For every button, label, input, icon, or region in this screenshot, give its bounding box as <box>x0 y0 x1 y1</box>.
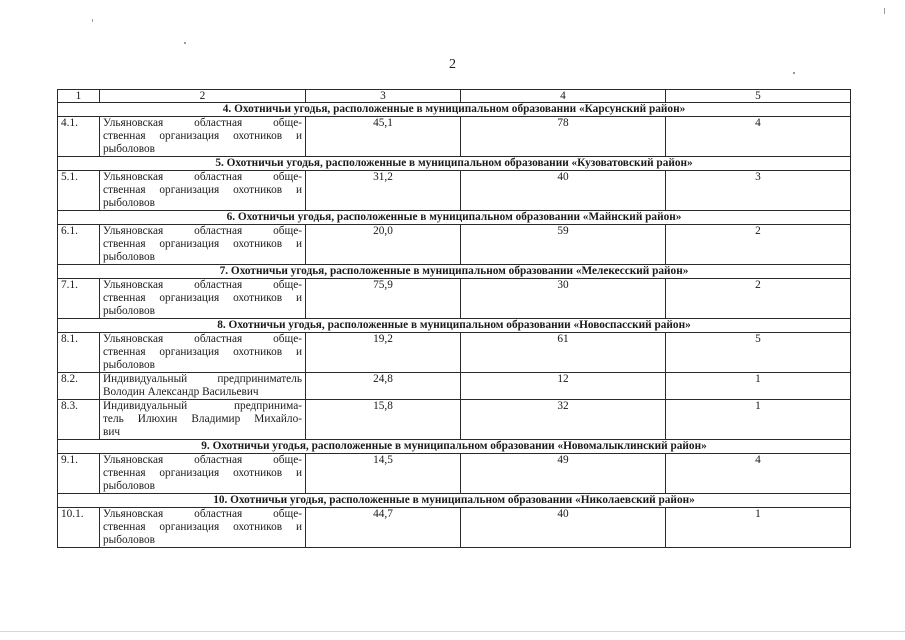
organization-cell <box>100 454 306 494</box>
organization-line: тель Илюхин Владимир Михайло- <box>103 413 302 425</box>
column-header: 3 <box>306 90 461 103</box>
table-row <box>58 400 851 440</box>
organization-line: ственная организация охотников и <box>103 238 302 250</box>
table-row <box>58 171 851 211</box>
value-cell-c5: 1 <box>666 400 851 440</box>
section-title: 9. Охотничьи угодья, расположенные в муниципальном образовании «Новомалыклинский район» <box>58 440 851 454</box>
organization-line: Володин Александр Васильевич <box>103 386 259 398</box>
organization-line: ственная организация охотников и <box>103 467 302 479</box>
value-cell-c3: 14,5 <box>306 454 461 494</box>
value-cell-c3: 45,1 <box>306 117 461 157</box>
table-row <box>58 454 851 494</box>
section-header-row <box>58 103 851 117</box>
row-number: 5.1. <box>58 171 100 211</box>
value-cell-c4: 49 <box>461 454 666 494</box>
section-header-row <box>58 157 851 171</box>
section-title: 4. Охотничьи угодья, расположенные в муниципальном образовании «Карсунский район» <box>58 103 851 117</box>
row-number: 9.1. <box>58 454 100 494</box>
organization-line: вич <box>103 426 121 438</box>
value-cell-c3: 75,9 <box>306 279 461 319</box>
organization-cell <box>100 508 306 548</box>
row-number: 7.1. <box>58 279 100 319</box>
row-number: 8.2. <box>58 373 100 400</box>
organization-cell <box>100 333 306 373</box>
value-cell-c3: 15,8 <box>306 400 461 440</box>
value-cell-c4: 30 <box>461 279 666 319</box>
organization-line: Ульяновская областная обще- <box>103 454 302 466</box>
row-number: 4.1. <box>58 117 100 157</box>
organization-line: ственная организация охотников и <box>103 292 302 304</box>
table-row <box>58 373 851 400</box>
value-cell-c3: 20,0 <box>306 225 461 265</box>
section-title: 7. Охотничьи угодья, расположенные в муниципальном образовании «Мелекесский район» <box>58 265 851 279</box>
value-cell-c4: 40 <box>461 508 666 548</box>
organization-line: Индивидуальный предприниматель <box>103 373 302 385</box>
row-number: 8.1. <box>58 333 100 373</box>
organization-cell <box>100 400 306 440</box>
scan-speck <box>92 19 93 22</box>
value-cell-c5: 3 <box>666 171 851 211</box>
value-cell-c5: 4 <box>666 454 851 494</box>
column-number-row <box>58 90 851 103</box>
organization-line: Ульяновская областная обще- <box>103 117 302 129</box>
organization-cell <box>100 117 306 157</box>
organization-line: Ульяновская областная обще- <box>103 225 302 237</box>
column-header: 5 <box>666 90 851 103</box>
value-cell-c5: 2 <box>666 225 851 265</box>
row-number: 6.1. <box>58 225 100 265</box>
value-cell-c4: 59 <box>461 225 666 265</box>
column-header: 2 <box>100 90 306 103</box>
organization-cell <box>100 171 306 211</box>
table-row <box>58 117 851 157</box>
value-cell-c5: 4 <box>666 117 851 157</box>
row-number: 10.1. <box>58 508 100 548</box>
organization-line: Ульяновская областная обще- <box>103 279 302 291</box>
page-number: 2 <box>449 57 456 72</box>
value-cell-c5: 1 <box>666 373 851 400</box>
organization-line: рыболовов <box>103 305 156 317</box>
organization-cell <box>100 373 306 400</box>
value-cell-c4: 78 <box>461 117 666 157</box>
hunting-grounds-table <box>57 89 851 548</box>
section-title: 6. Охотничьи угодья, расположенные в муниципальном образовании «Майнский район» <box>58 211 851 225</box>
table-row <box>58 279 851 319</box>
column-header: 1 <box>58 90 100 103</box>
value-cell-c4: 12 <box>461 373 666 400</box>
organization-line: ственная организация охотников и <box>103 521 302 533</box>
section-title: 8. Охотничьи угодья, расположенные в муниципальном образовании «Новоспасский район» <box>58 319 851 333</box>
organization-line: ственная организация охотников и <box>103 184 302 196</box>
value-cell-c5: 1 <box>666 508 851 548</box>
value-cell-c3: 19,2 <box>306 333 461 373</box>
organization-line: ственная организация охотников и <box>103 346 302 358</box>
row-number: 8.3. <box>58 400 100 440</box>
organization-line: Ульяновская областная обще- <box>103 171 302 183</box>
scan-speck <box>184 42 186 44</box>
organization-line: рыболовов <box>103 359 156 371</box>
organization-line: рыболовов <box>103 480 156 492</box>
table-body <box>58 90 851 548</box>
table-row <box>58 508 851 548</box>
column-header: 4 <box>461 90 666 103</box>
section-title: 10. Охотничьи угодья, расположенные в муниципальном образовании «Николаевский район» <box>58 494 851 508</box>
value-cell-c3: 44,7 <box>306 508 461 548</box>
organization-line: рыболовов <box>103 534 156 546</box>
organization-cell <box>100 225 306 265</box>
section-header-row <box>58 211 851 225</box>
scan-edge-line <box>0 631 905 632</box>
organization-line: рыболовов <box>103 197 156 209</box>
section-header-row <box>58 319 851 333</box>
value-cell-c5: 5 <box>666 333 851 373</box>
organization-line: ственная организация охотников и <box>103 130 302 142</box>
value-cell-c4: 40 <box>461 171 666 211</box>
section-header-row <box>58 494 851 508</box>
table-row <box>58 333 851 373</box>
organization-line: Ульяновская областная обще- <box>103 508 302 520</box>
scan-speck <box>793 72 795 74</box>
section-header-row <box>58 265 851 279</box>
table-row <box>58 225 851 265</box>
organization-line: рыболовов <box>103 251 156 263</box>
organization-line: рыболовов <box>103 143 156 155</box>
value-cell-c5: 2 <box>666 279 851 319</box>
organization-line: Индивидуальный предпринима- <box>103 400 302 412</box>
value-cell-c3: 31,2 <box>306 171 461 211</box>
value-cell-c3: 24,8 <box>306 373 461 400</box>
scan-speck <box>884 8 885 14</box>
section-header-row <box>58 440 851 454</box>
organization-line: Ульяновская областная обще- <box>103 333 302 345</box>
value-cell-c4: 61 <box>461 333 666 373</box>
value-cell-c4: 32 <box>461 400 666 440</box>
section-title: 5. Охотничьи угодья, расположенные в муниципальном образовании «Кузоватовский район» <box>58 157 851 171</box>
organization-cell <box>100 279 306 319</box>
